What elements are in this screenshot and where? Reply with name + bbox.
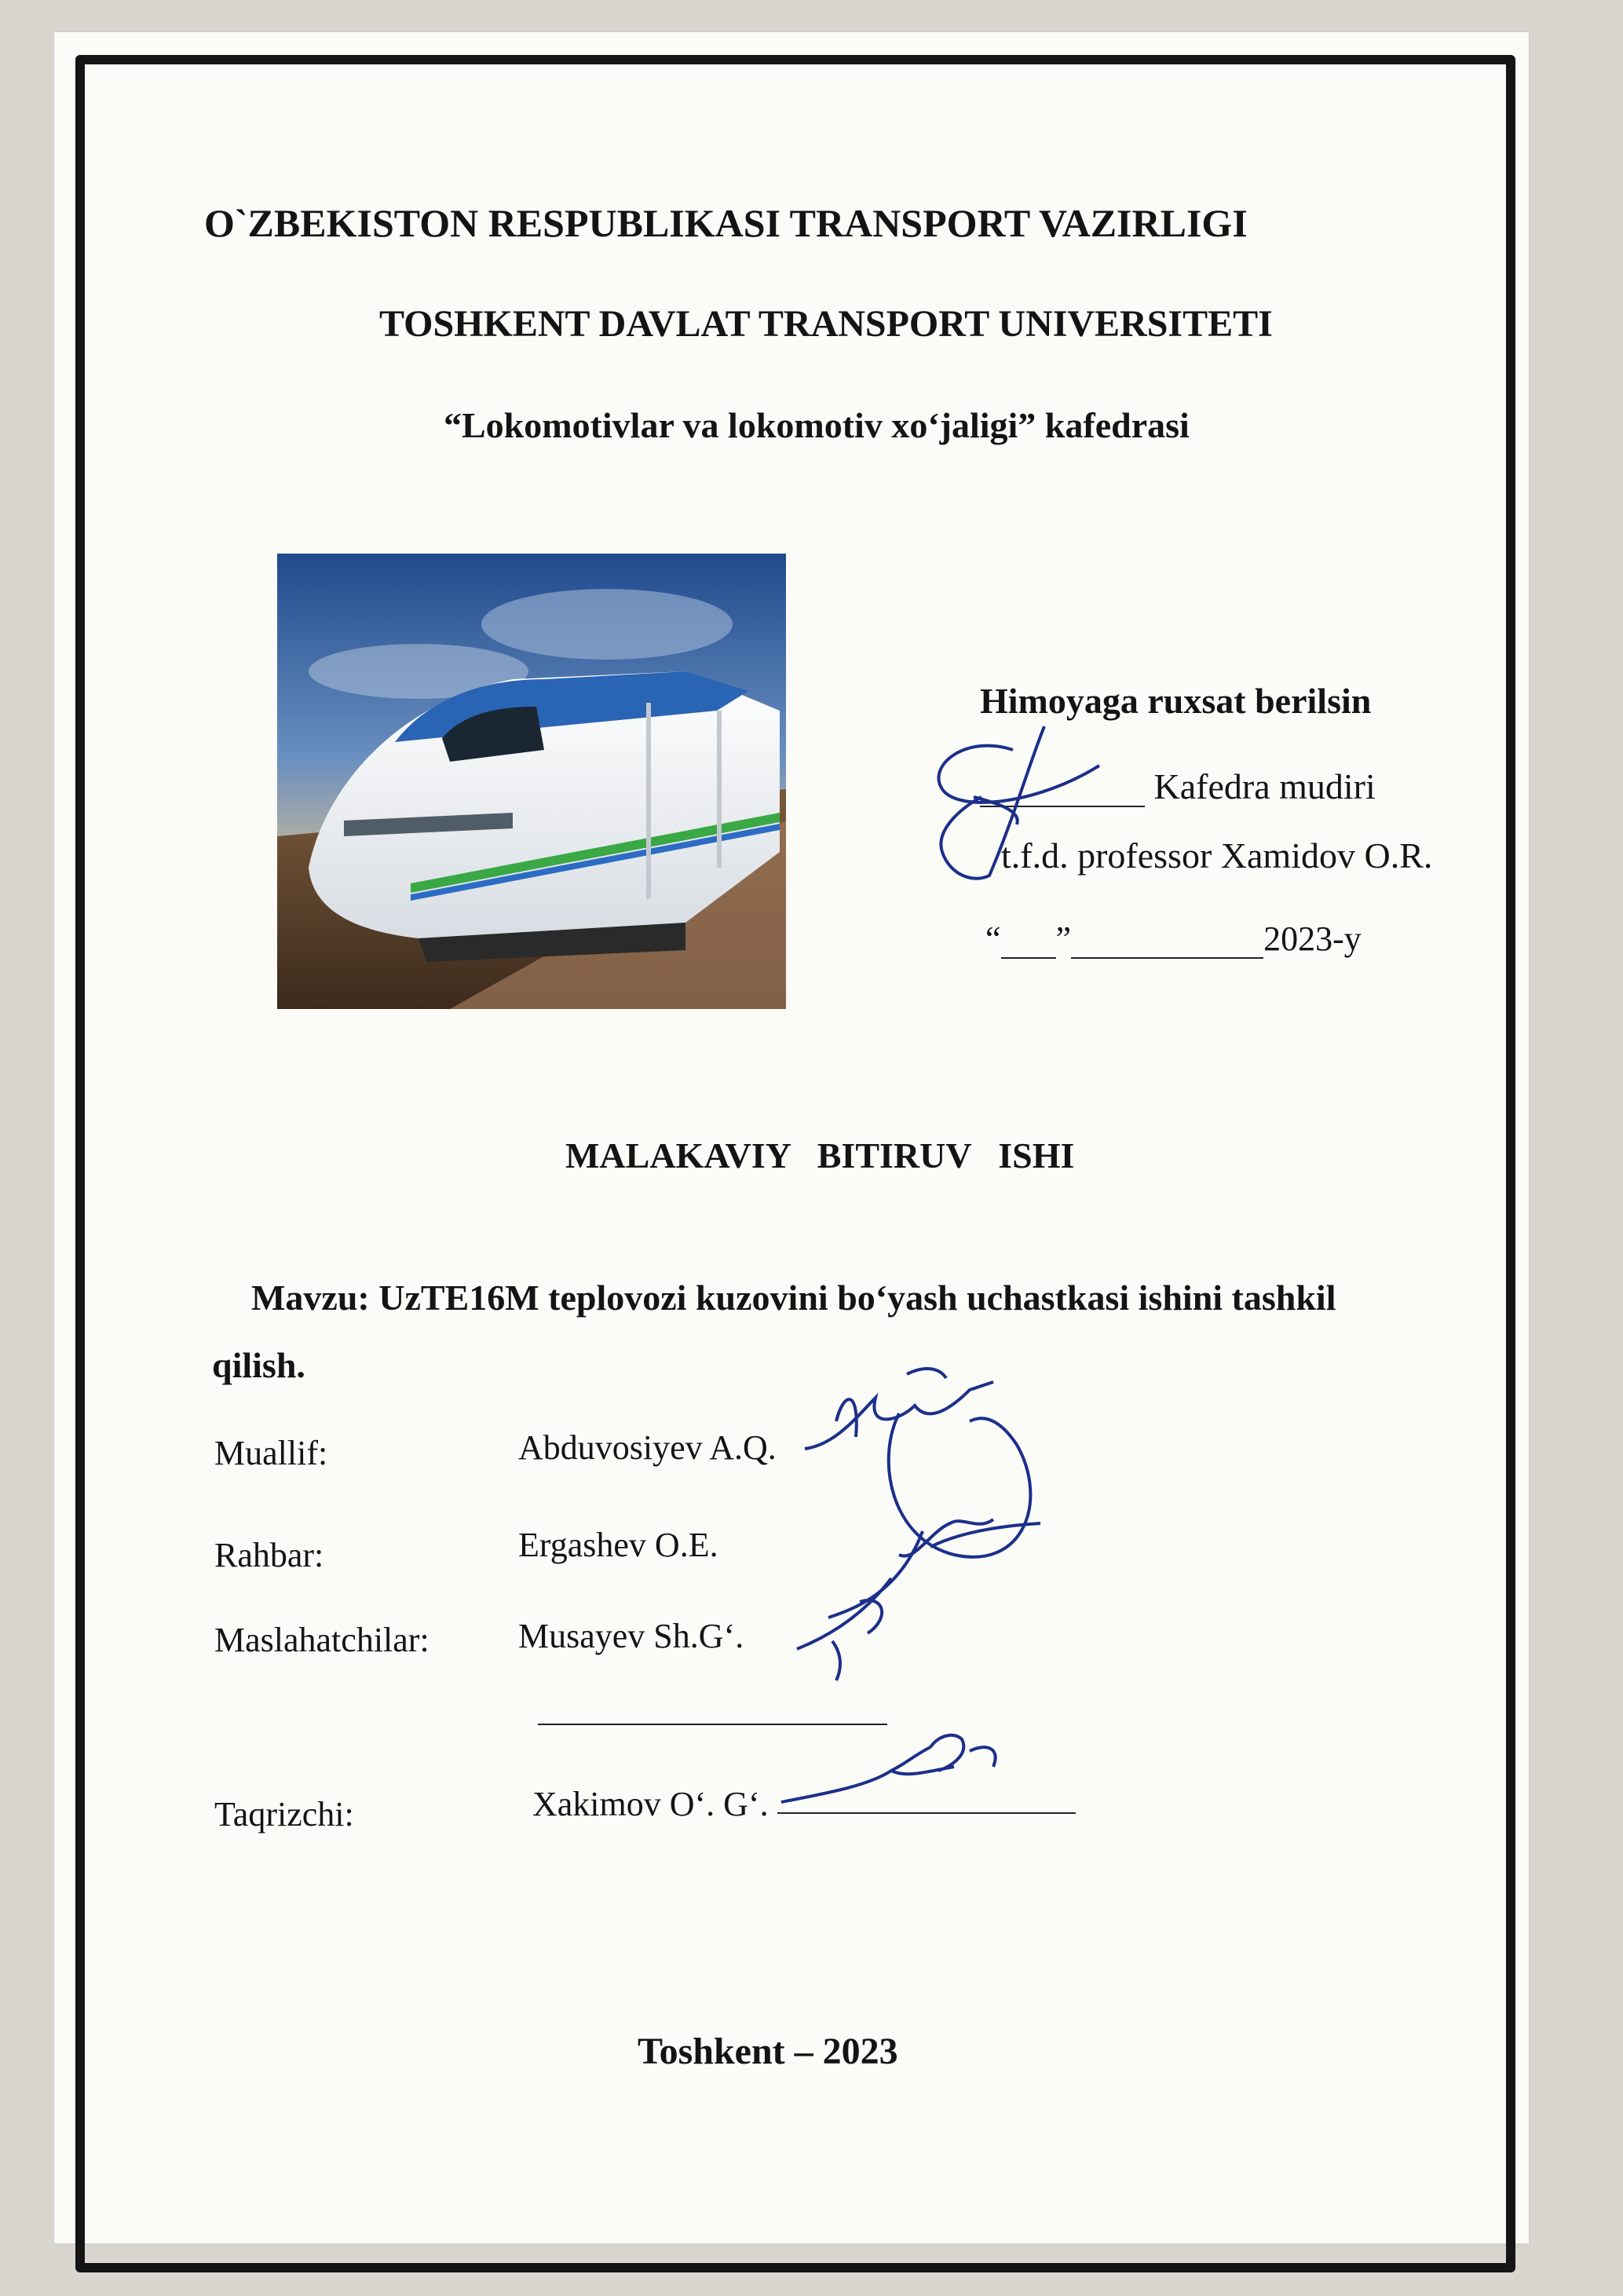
work-type-title: MALAKAVIY BITIRUV ISHI xyxy=(565,1135,1075,1175)
date-open-quote: “ xyxy=(985,919,1001,958)
department-head-name: t.f.d. professor Xamidov O.R. xyxy=(1001,835,1433,876)
reviewer-signature-line xyxy=(777,1812,1076,1814)
month-blank xyxy=(1071,957,1263,959)
supervisor-name: Ergashev O.E. xyxy=(518,1526,718,1564)
ministry-title: O`ZBEKISTON RESPUBLIKASI TRANSPORT VAZIRLIGI xyxy=(204,201,1248,245)
train-photo xyxy=(277,554,786,1009)
university-title: TOSHKENT DAVLAT TRANSPORT UNIVERSITETI xyxy=(379,303,1273,345)
topic-text: UzTE16M teplovozi kuzovini bo‘yash uchastkasi ishini tashkil qilish. xyxy=(212,1278,1336,1385)
date-close-quote: ” xyxy=(1055,919,1072,958)
author-role: Muallif: xyxy=(214,1434,328,1472)
head-signature xyxy=(919,718,1123,891)
consultant-name: Musayev Sh.G‘. xyxy=(518,1617,744,1655)
reviewer-name: Xakimov O‘. G‘. xyxy=(532,1785,769,1823)
department-title: “Lokomotivlar va lokomotiv xo‘jaligi” kafedrasi xyxy=(444,405,1190,445)
topic-label: Mavzu: xyxy=(251,1278,370,1318)
author-name: Abduvosiyev A.Q. xyxy=(518,1428,777,1467)
day-blank xyxy=(1001,957,1056,959)
reviewer-role: Taqrizchi: xyxy=(214,1795,354,1834)
reviewer-signature xyxy=(773,1724,1025,1810)
city-year: Toshkent – 2023 xyxy=(638,2031,898,2072)
consultants-role: Maslahatchilar: xyxy=(214,1621,430,1659)
approval-date xyxy=(985,919,1362,959)
author-supervisor-signatures xyxy=(789,1358,1095,1704)
department-head-label: Kafedra mudiri xyxy=(1153,766,1376,806)
approval-year: 2023-y xyxy=(1263,919,1362,958)
supervisor-role: Rahbar: xyxy=(214,1536,324,1574)
approval-title: Himoyaga ruxsat berilsin xyxy=(980,681,1372,721)
